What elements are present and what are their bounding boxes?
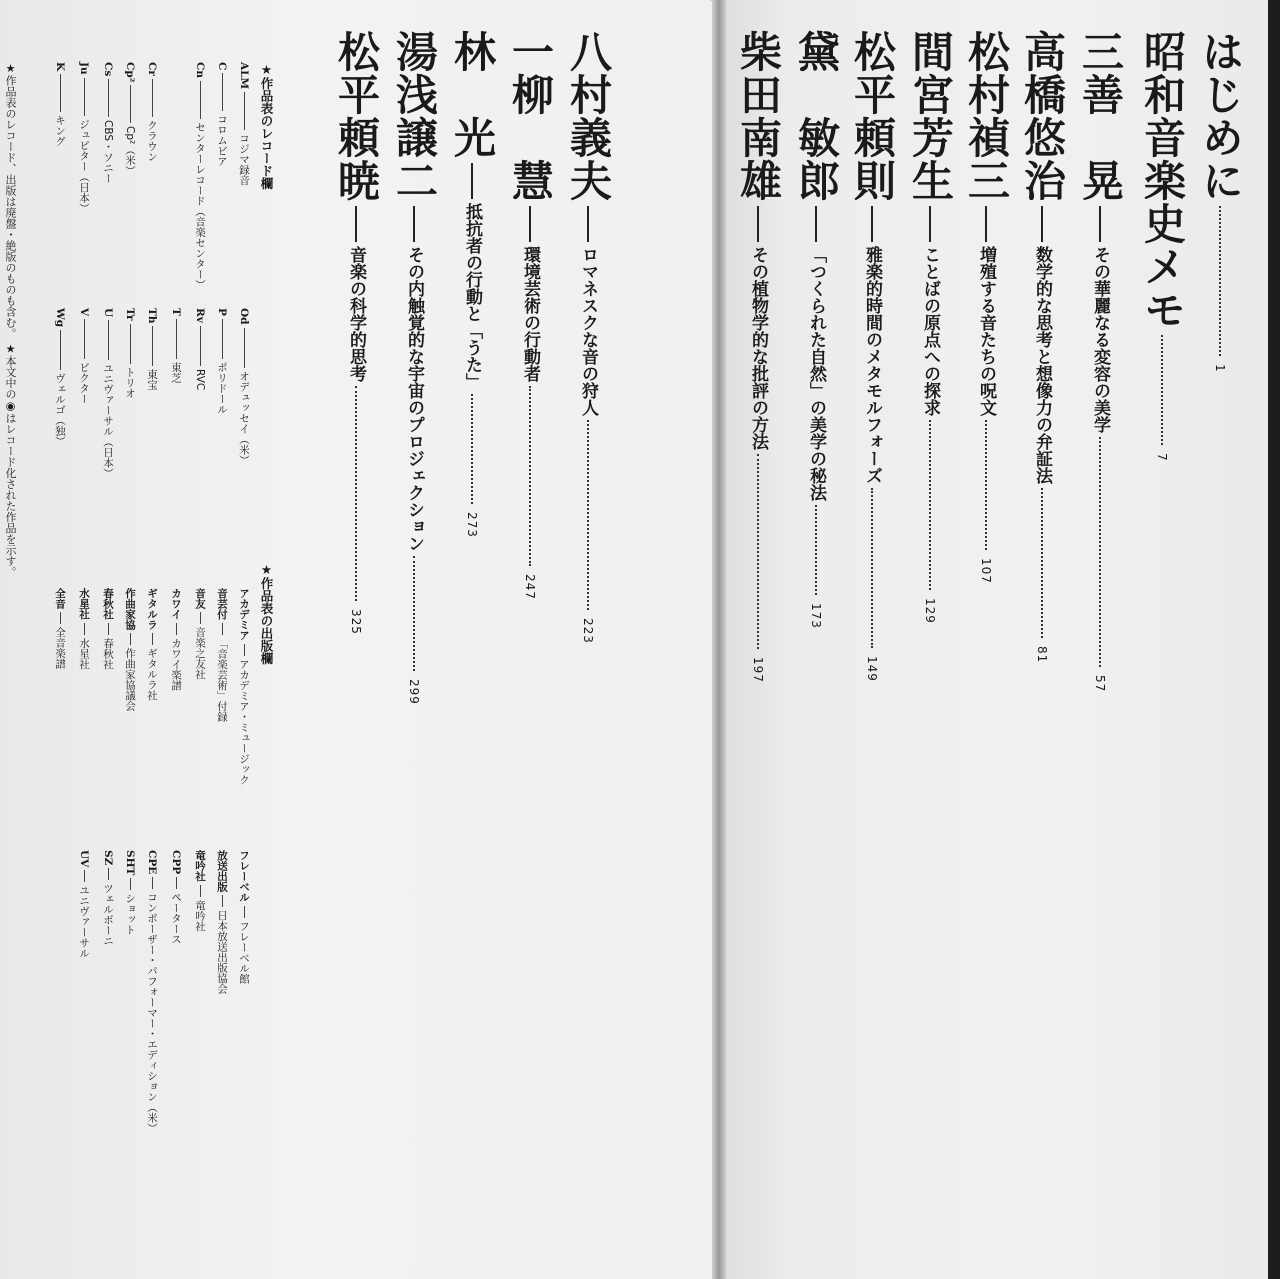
toc-entry[interactable] [793,30,839,629]
abbreviation-item [170,850,182,945]
abbreviation-code: 放送出版 [216,850,228,892]
abbreviation-item [102,62,114,183]
toc-leader [413,556,415,671]
abbreviation-item [78,850,90,959]
toc-leader [471,394,473,504]
toc-page-number: 299 [407,679,421,705]
toc-page-number: 247 [523,574,537,600]
abbreviation-code: 竜吟社 [194,850,206,882]
abbreviation-rule [152,633,153,645]
abbreviation-code: 水星社 [78,588,90,620]
toc-dash [929,206,931,242]
abbreviation-rule [108,868,109,880]
abbreviation-label: ポリドール [216,361,228,415]
abbreviation-rule [152,79,153,117]
abbreviation-rule [244,906,245,918]
toc-author: 林 光 [448,30,497,159]
abbreviation-code: Cs [102,62,114,77]
abbreviation-item [102,850,114,946]
toc-leader [1219,206,1221,356]
abbreviation-code: アカデミア [238,588,250,641]
toc-page-number: 7 [1155,453,1169,462]
abbreviation-label: 東芝 [170,361,182,383]
abbreviation-rule [152,326,153,366]
abbreviation-code: 作曲家協 [124,588,136,630]
abbreviation-code: フレーベル [238,850,250,903]
abbreviation-label: センターレコード（音楽センター） [194,122,206,290]
abbreviation-item [216,850,228,994]
toc-entry[interactable] [907,30,953,624]
toc-leader [1161,335,1163,445]
abbreviation-label: クラウン [146,119,158,162]
abbreviation-item [54,588,66,669]
abbreviation-rule [108,320,109,360]
abbreviation-rule [60,330,61,370]
toc-author: 松村禎三 [962,30,1011,202]
toc-author: はじめに [1196,30,1245,202]
abbreviation-rule [222,73,223,111]
toc-leader [929,420,931,590]
toc-author: 高橋悠治 [1018,30,1067,202]
toc-entry[interactable] [333,30,379,635]
publisher-list-header: ★作品表の出版欄 [259,562,274,665]
abbreviation-item [194,850,206,931]
abbreviation-label: 全音楽譜 [54,627,66,669]
toc-page-number: 129 [923,598,937,624]
abbreviation-rule [176,623,177,635]
abbreviation-item [124,850,136,935]
abbreviation-rule [200,326,201,366]
abbreviation-item [78,62,90,213]
abbreviation-code: SHT [124,850,136,876]
toc-author: 柴田南雄 [734,30,783,202]
toc-author: 一柳 慧 [506,30,555,202]
toc-subtitle: 増殖する音たちの呪文 [976,246,996,416]
abbreviation-code: CPE [146,850,158,875]
abbreviation-label: ショット [124,893,136,936]
toc-dash [587,206,589,242]
toc-dash [529,206,531,242]
abbreviation-code: Tr [124,308,136,321]
abbreviation-item [146,308,158,390]
toc-entry[interactable] [1019,30,1065,663]
abbreviation-label: ジュピター（日本） [78,118,90,214]
abbreviation-rule [60,612,61,624]
abbreviation-rule [108,623,109,635]
abbreviation-item [170,588,182,690]
abbreviation-label: 日本放送出版協会 [216,910,228,994]
abbreviation-label: 春秋社 [102,637,114,669]
toc-page-number: 107 [979,558,993,584]
toc-author: 松平頼則 [848,30,897,202]
toc-subtitle: 音楽の科学的思考 [346,246,366,382]
abbreviation-label: 竜吟社 [194,899,206,931]
abbreviation-label: 「音楽芸術」付録 [216,637,228,722]
toc-page-number: 57 [1093,675,1107,693]
abbreviation-label: カワイ楽譜 [170,637,182,690]
toc-author: 松平頼暁 [332,30,381,202]
abbreviation-label: コジマ録音 [238,133,250,186]
abbreviation-label: コロムビア [216,114,228,167]
toc-dash [471,163,473,199]
abbreviation-rule [222,895,223,907]
toc-leader [1099,437,1101,667]
toc-author: 黛 敏郎 [792,30,841,202]
abbreviation-code: V [78,308,90,317]
toc-subtitle: ことばの原点への探求 [920,246,940,416]
abbreviation-item [194,588,206,680]
abbreviation-code: T [170,308,182,316]
toc-page-number: 81 [1035,646,1049,664]
abbreviation-label: ヴェルゴ（独） [54,373,66,447]
abbreviation-label: 東宝 [146,369,158,391]
toc-page-number: 223 [581,618,595,644]
abbreviation-label: ユニヴァーサル（日本） [102,363,114,479]
abbreviation-rule [222,319,223,359]
toc-page-number: 197 [751,657,765,683]
abbreviation-item [238,850,250,984]
abbreviation-label: 音楽之友社 [194,627,206,680]
abbreviation-item [238,588,250,785]
toc-dash [355,206,357,242]
toc-subtitle: ロマネスクな音の狩人 [578,246,598,416]
abbreviation-item [194,308,206,390]
abbreviation-code: 音友 [194,588,206,609]
abbreviation-rule [152,877,153,889]
toc-author: 湯浅譲二 [390,30,439,202]
abbreviation-code: Th [146,308,158,324]
abbreviation-item [124,588,136,711]
abbreviation-rule [84,870,85,882]
abbreviation-code: ALM [238,62,250,90]
abbreviation-item [216,588,228,722]
abbreviation-rule [176,877,177,889]
toc-dash [1099,206,1101,242]
toc-page-number: 173 [809,603,823,629]
abbreviation-code: ギタルラ [146,588,158,630]
toc-entry[interactable] [1197,30,1243,373]
abbreviation-label: ギタルラ社 [146,648,158,701]
abbreviation-label: 作曲家協議会 [124,648,136,711]
abbreviation-item [194,62,206,290]
abbreviation-label: トリオ [124,366,136,399]
toc-page-number: 325 [349,609,363,635]
abbreviation-label: CBS・ソニー [102,120,114,184]
abbreviation-item [238,62,250,186]
abbreviation-label: Cp²（米） [124,126,136,177]
toc-dash [815,206,817,242]
abbreviation-label: アカデミア・ミュージック [238,658,250,785]
toc-subtitle: 抵抗者の行動と「うた」 [462,203,482,390]
toc-leader [1041,488,1043,638]
abbreviation-item [78,308,90,404]
abbreviation-rule [130,878,131,890]
toc-page-number: 273 [465,512,479,538]
abbreviation-label: フレーベル館 [238,920,250,984]
abbreviation-rule [200,612,201,624]
abbreviation-rule [244,92,245,130]
abbreviation-label: ユニヴァーサル [78,885,90,959]
toc-dash [413,206,415,242]
abbreviation-rule [84,78,85,116]
footnote-records: ★作品表のレコード、出版は廃盤・絶版のものも含む。 [4,62,17,339]
abbreviation-rule [130,633,131,645]
abbreviation-rule [60,74,61,112]
abbreviation-label: ツェルボーニ [102,883,114,947]
abbreviation-label: RVC [194,368,206,391]
abbreviation-rule [200,81,201,119]
abbreviation-label: 水星社 [78,637,90,669]
book-spine [712,0,726,1279]
abbreviation-code: P [216,308,228,316]
abbreviation-item [146,62,158,162]
footnotes [4,62,17,578]
abbreviation-code: CPP [170,850,182,875]
abbreviation-item [124,62,136,176]
abbreviation-item [216,62,228,167]
toc-dash [985,206,987,242]
toc-entry[interactable] [507,30,553,600]
abbreviation-rule [222,623,223,635]
abbreviation-label: オデュッセイ（米） [238,370,250,465]
toc-entry[interactable] [963,30,1009,584]
abbreviation-code: SZ [102,850,114,866]
abbreviation-label: ペータース [170,892,182,945]
toc-author: 昭和音楽史メモ [1138,30,1187,331]
toc-subtitle: 「つくられた自然」の美学の秘法 [806,246,826,501]
abbreviation-rule [84,319,85,359]
toc-entry[interactable] [565,30,611,644]
toc-entry[interactable] [1077,30,1123,692]
abbreviation-item [146,588,158,701]
toc-subtitle: その華麗なる変容の美学 [1090,246,1110,433]
abbreviation-code: 春秋社 [102,588,114,620]
abbreviation-item [238,308,250,465]
toc-author: 八村義夫 [564,30,613,202]
abbreviation-code: Cp² [124,62,136,83]
abbreviation-item [102,308,114,479]
toc-leader [871,488,873,648]
abbreviation-code: C [216,62,228,71]
toc-dash [1041,206,1043,242]
abbreviation-code: Wg [54,308,66,328]
abbreviation-code: Rv [194,308,206,323]
toc-leader [587,420,589,610]
abbreviation-item [170,308,182,383]
toc-author: 三善 晃 [1076,30,1125,202]
abbreviation-rule [244,328,245,368]
toc-entry[interactable] [391,30,437,705]
toc-dash [757,206,759,242]
abbreviation-item [216,308,228,414]
abbreviation-code: 全音 [54,588,66,609]
abbreviation-item [78,588,90,669]
toc-subtitle: 数学的な思考と想像力の弁証法 [1032,246,1052,484]
abbreviation-code: U [102,308,114,318]
abbreviation-code: K [54,62,66,72]
toc-entry[interactable] [735,30,781,683]
abbreviation-code: 音芸付 [216,588,228,620]
abbreviation-rule [176,319,177,359]
toc-subtitle: その内触覚的な宇宙のプロジェクション [404,246,424,552]
abbreviation-item [54,62,66,147]
abbreviation-code: Ju [78,62,90,75]
abbreviation-item [146,850,158,1134]
toc-leader [985,420,987,550]
toc-leader [757,454,759,649]
abbreviation-item [124,308,136,398]
toc-author: 間宮芳生 [906,30,955,202]
abbreviation-code: Cn [194,62,206,78]
toc-leader [815,505,817,595]
abbreviation-rule [84,623,85,635]
abbreviation-code: Od [238,308,250,325]
toc-subtitle: 雅楽的時間のメタモルフォーズ [862,246,882,484]
footnote-marker: ★本文中の◉はレコード化された作品を示す。 [4,342,17,578]
toc-page-number: 149 [865,656,879,682]
toc-entry[interactable] [849,30,895,682]
abbreviation-rule [200,885,201,897]
toc-entry[interactable] [1139,30,1185,462]
abbreviation-item [102,588,114,669]
abbreviation-code: Cr [146,62,158,76]
abbreviation-code: カワイ [170,588,182,620]
abbreviation-rule [244,644,245,656]
abbreviation-item [54,308,66,447]
toc-dash [871,206,873,242]
abbreviation-label: キング [54,115,66,147]
toc-entry[interactable] [449,30,495,538]
toc-leader [529,386,531,566]
toc-subtitle: 環境芸術の行動者 [520,246,540,382]
record-list-header: ★作品表のレコード欄 [259,62,274,190]
toc-leader [355,386,357,601]
abbreviation-rule [108,79,109,117]
abbreviation-code: UV [78,850,90,868]
toc-page-number: 1 [1213,364,1227,373]
abbreviation-rule [130,85,131,123]
abbreviation-label: ビクター [78,362,90,405]
abbreviation-label: コンポーザー・パフォーマー・エディション（米） [146,892,158,1134]
abbreviation-rule [130,324,131,364]
toc-subtitle: その植物学的な批評の方法 [748,246,768,450]
